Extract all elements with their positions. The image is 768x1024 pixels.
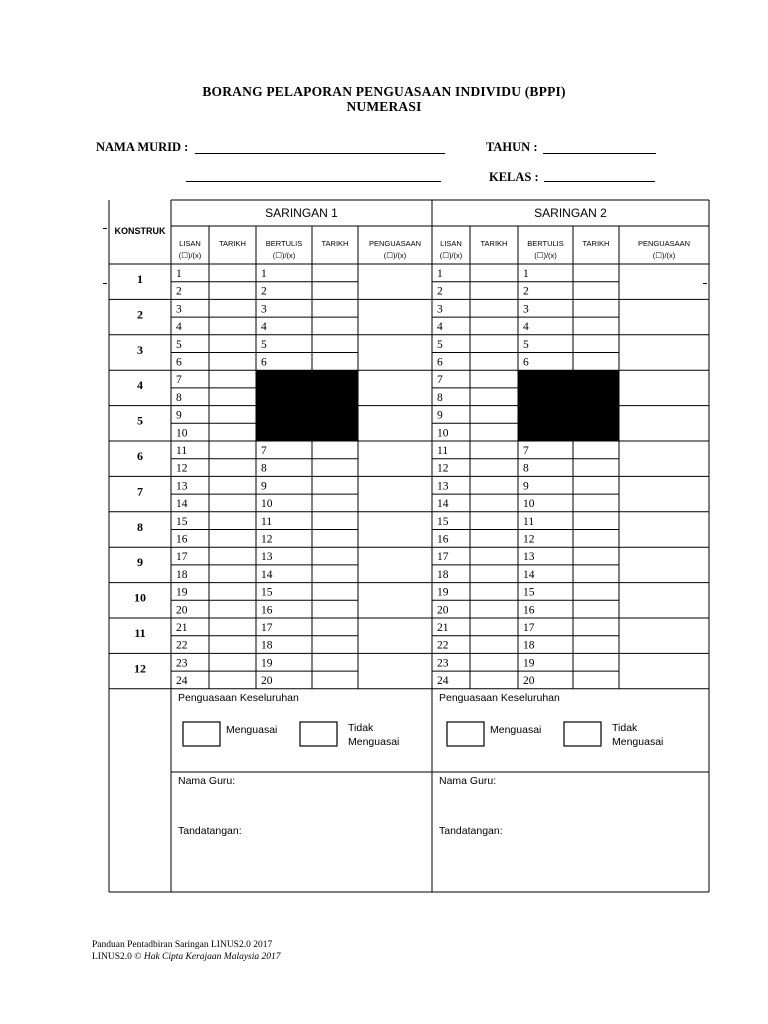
lisan-item-number: 8 — [176, 391, 182, 404]
bertulis-item-number: 6 — [261, 356, 267, 369]
konstruk-number: 1 — [137, 272, 143, 287]
lisan-item-number: 22 — [176, 639, 188, 652]
bertulis-item-number: 1 — [261, 268, 267, 280]
lisan-item-number: 21 — [176, 622, 188, 634]
bertulis-item-number: 3 — [523, 303, 529, 316]
column-header-mark-hint: (☐)/(x) — [272, 251, 296, 260]
lisan-item-number: 22 — [437, 639, 449, 652]
bertulis-item-number: 7 — [523, 445, 529, 457]
column-header-tarikh: TARIKH — [321, 239, 349, 248]
bertulis-item-number: 16 — [261, 604, 273, 617]
saringan-2-header: SARINGAN 2 — [534, 206, 607, 220]
tidak-menguasai-checkbox[interactable] — [564, 722, 601, 746]
footer-line-2 — [92, 952, 281, 962]
lisan-item-number: 13 — [176, 480, 188, 493]
lisan-item-number: 1 — [437, 268, 443, 280]
lisan-item-number: 20 — [437, 604, 449, 617]
column-header-mark-hint: (☐)/(x) — [439, 251, 463, 260]
lisan-item-number: 17 — [176, 551, 188, 564]
bertulis-item-number: 1 — [523, 268, 529, 280]
lisan-item-number: 12 — [176, 462, 188, 475]
konstruk-number: 7 — [137, 484, 143, 499]
lisan-item-number: 5 — [176, 338, 182, 351]
bertulis-item-number: 20 — [261, 675, 273, 688]
bertulis-item-number: 10 — [261, 498, 273, 511]
lisan-item-number: 11 — [176, 445, 188, 457]
bertulis-item-number: 5 — [523, 338, 529, 351]
column-header-mark-hint: (☐)/(x) — [178, 251, 202, 260]
bertulis-item-number: 5 — [261, 338, 267, 351]
column-header-mark-hint: (☐)/(x) — [534, 251, 557, 260]
lisan-item-number: 4 — [437, 321, 443, 334]
signature-label: Tandatangan: — [178, 825, 242, 837]
lisan-item-number: 15 — [176, 515, 188, 528]
menguasai-label: Menguasai — [226, 724, 278, 736]
column-header-bertulis: BERTULIS — [527, 239, 564, 248]
lisan-item-number: 5 — [437, 338, 443, 351]
bertulis-item-number: 17 — [523, 622, 535, 634]
class-label: KELAS : — [489, 170, 539, 184]
bertulis-item-number: 4 — [523, 321, 529, 334]
lisan-item-number: 23 — [437, 657, 449, 670]
footer-copyright: LINUS2.0 © — [92, 952, 144, 962]
lisan-item-number: 7 — [176, 374, 182, 387]
lisan-item-number: 3 — [437, 303, 443, 316]
lisan-item-number: 14 — [437, 498, 449, 511]
konstruk-number: 12 — [134, 661, 146, 676]
konstruk-number: 2 — [137, 307, 143, 322]
lisan-item-number: 14 — [176, 498, 188, 511]
bertulis-item-number: 2 — [523, 285, 529, 298]
lisan-item-number: 9 — [176, 409, 182, 422]
form-title: BORANG PELAPORAN PENGUASAAN INDIVIDU (BPPI) — [202, 84, 566, 99]
signature-label: Tandatangan: — [439, 825, 503, 837]
teacher-name-label: Nama Guru: — [439, 775, 497, 787]
overall-mastery-label: Penguasaan Keseluruhan — [439, 691, 560, 704]
konstruk-number: 8 — [137, 519, 143, 534]
tidak-menguasai-label: Menguasai — [348, 736, 400, 748]
menguasai-checkbox[interactable] — [183, 722, 220, 746]
tidak-menguasai-label: Tidak — [348, 722, 374, 734]
lisan-item-number: 2 — [176, 285, 182, 298]
lisan-item-number: 23 — [176, 657, 188, 670]
bertulis-item-number: 13 — [523, 551, 535, 564]
column-header-mark-hint: (☐)/(x) — [383, 251, 407, 260]
lisan-item-number: 19 — [176, 586, 188, 599]
lisan-item-number: 16 — [437, 533, 449, 546]
lisan-item-number: 20 — [176, 604, 188, 617]
footer-copyright-holder: Hak Cipta Kerajaan Malaysia 2017 — [143, 952, 281, 962]
lisan-item-number: 6 — [176, 356, 182, 369]
lisan-item-number: 18 — [176, 568, 188, 581]
konstruk-number: 3 — [137, 342, 143, 357]
bertulis-item-number: 11 — [261, 515, 273, 528]
column-header-tarikh: TARIKH — [219, 239, 246, 248]
konstruk-number: 6 — [137, 449, 143, 464]
bertulis-item-number: 16 — [523, 604, 535, 617]
bertulis-item-number: 18 — [523, 639, 535, 652]
bertulis-item-number: 3 — [261, 303, 267, 316]
column-header-mark-hint: (☐)/(x) — [652, 251, 676, 260]
overall-mastery-label: Penguasaan Keseluruhan — [178, 691, 299, 704]
bertulis-item-number: 14 — [261, 568, 273, 581]
lisan-item-number: 15 — [437, 515, 449, 528]
konstruk-header: KONSTRUK — [114, 226, 166, 236]
footer-line-1: Panduan Pentadbiran Saringan LINUS2.0 2017 — [92, 940, 273, 950]
lisan-item-number: 9 — [437, 409, 443, 422]
lisan-item-number: 4 — [176, 321, 182, 334]
year-label: TAHUN : — [486, 140, 538, 154]
bertulis-item-number: 8 — [523, 462, 529, 475]
bertulis-item-number: 8 — [261, 462, 267, 475]
bertulis-item-number: 19 — [523, 657, 535, 670]
teacher-name-label: Nama Guru: — [178, 775, 236, 787]
bertulis-item-number: 9 — [261, 480, 267, 493]
bertulis-item-number: 2 — [261, 285, 267, 298]
form-subtitle: NUMERASI — [346, 99, 422, 114]
column-header-bertulis: BERTULIS — [265, 239, 303, 248]
konstruk-number: 10 — [134, 590, 146, 605]
bertulis-item-number: 11 — [523, 515, 535, 528]
column-header-tarikh: TARIKH — [480, 239, 508, 248]
bertulis-item-number: 10 — [523, 498, 535, 511]
column-header-tarikh: TARIKH — [582, 239, 610, 248]
lisan-item-number: 24 — [437, 675, 449, 688]
bertulis-item-number: 9 — [523, 480, 529, 493]
bertulis-item-number: 17 — [261, 622, 273, 634]
bertulis-item-number: 15 — [523, 586, 535, 599]
lisan-item-number: 13 — [437, 480, 449, 493]
bertulis-item-number: 4 — [261, 321, 267, 334]
bertulis-item-number: 18 — [261, 639, 273, 652]
lisan-item-number: 10 — [176, 427, 188, 440]
tidak-menguasai-label: Menguasai — [612, 736, 664, 748]
bertulis-item-number: 12 — [523, 533, 535, 546]
konstruk-number: 11 — [134, 626, 146, 641]
column-header-penguasaan: PENGUASAAN — [368, 239, 422, 248]
blocked-cells — [518, 370, 619, 441]
lisan-item-number: 18 — [437, 568, 449, 581]
bertulis-item-number: 6 — [523, 356, 529, 369]
bertulis-item-number: 20 — [523, 675, 535, 688]
lisan-item-number: 3 — [176, 303, 182, 316]
saringan-1-header: SARINGAN 1 — [265, 206, 338, 220]
blocked-cells — [256, 370, 358, 441]
lisan-item-number: 21 — [437, 622, 449, 634]
konstruk-number: 9 — [137, 555, 143, 570]
menguasai-checkbox[interactable] — [447, 722, 484, 746]
lisan-item-number: 19 — [437, 586, 449, 599]
bertulis-item-number: 7 — [261, 445, 267, 457]
lisan-item-number: 11 — [437, 445, 449, 457]
lisan-item-number: 8 — [437, 391, 443, 404]
lisan-item-number: 24 — [176, 675, 188, 688]
tidak-menguasai-label: Tidak — [612, 722, 638, 734]
konstruk-number: 4 — [137, 378, 143, 393]
column-header-lisan: LISAN — [179, 239, 201, 248]
bertulis-item-number: 15 — [261, 586, 273, 599]
lisan-item-number: 6 — [437, 356, 443, 369]
menguasai-label: Menguasai — [490, 724, 542, 736]
lisan-item-number: 12 — [437, 462, 449, 475]
bertulis-item-number: 19 — [261, 657, 273, 670]
bertulis-item-number: 12 — [261, 533, 273, 546]
lisan-item-number: 1 — [176, 268, 182, 280]
column-header-penguasaan: PENGUASAAN — [637, 239, 691, 248]
lisan-item-number: 2 — [437, 285, 443, 298]
lisan-item-number: 17 — [437, 551, 449, 564]
tidak-menguasai-checkbox[interactable] — [300, 722, 337, 746]
student-name-label: NAMA MURID : — [96, 140, 189, 154]
bertulis-item-number: 13 — [261, 551, 273, 564]
konstruk-number: 5 — [137, 413, 143, 428]
lisan-item-number: 16 — [176, 533, 188, 546]
lisan-item-number: 10 — [437, 427, 449, 440]
column-header-lisan: LISAN — [440, 239, 462, 248]
lisan-item-number: 7 — [437, 374, 443, 387]
bertulis-item-number: 14 — [523, 568, 535, 581]
